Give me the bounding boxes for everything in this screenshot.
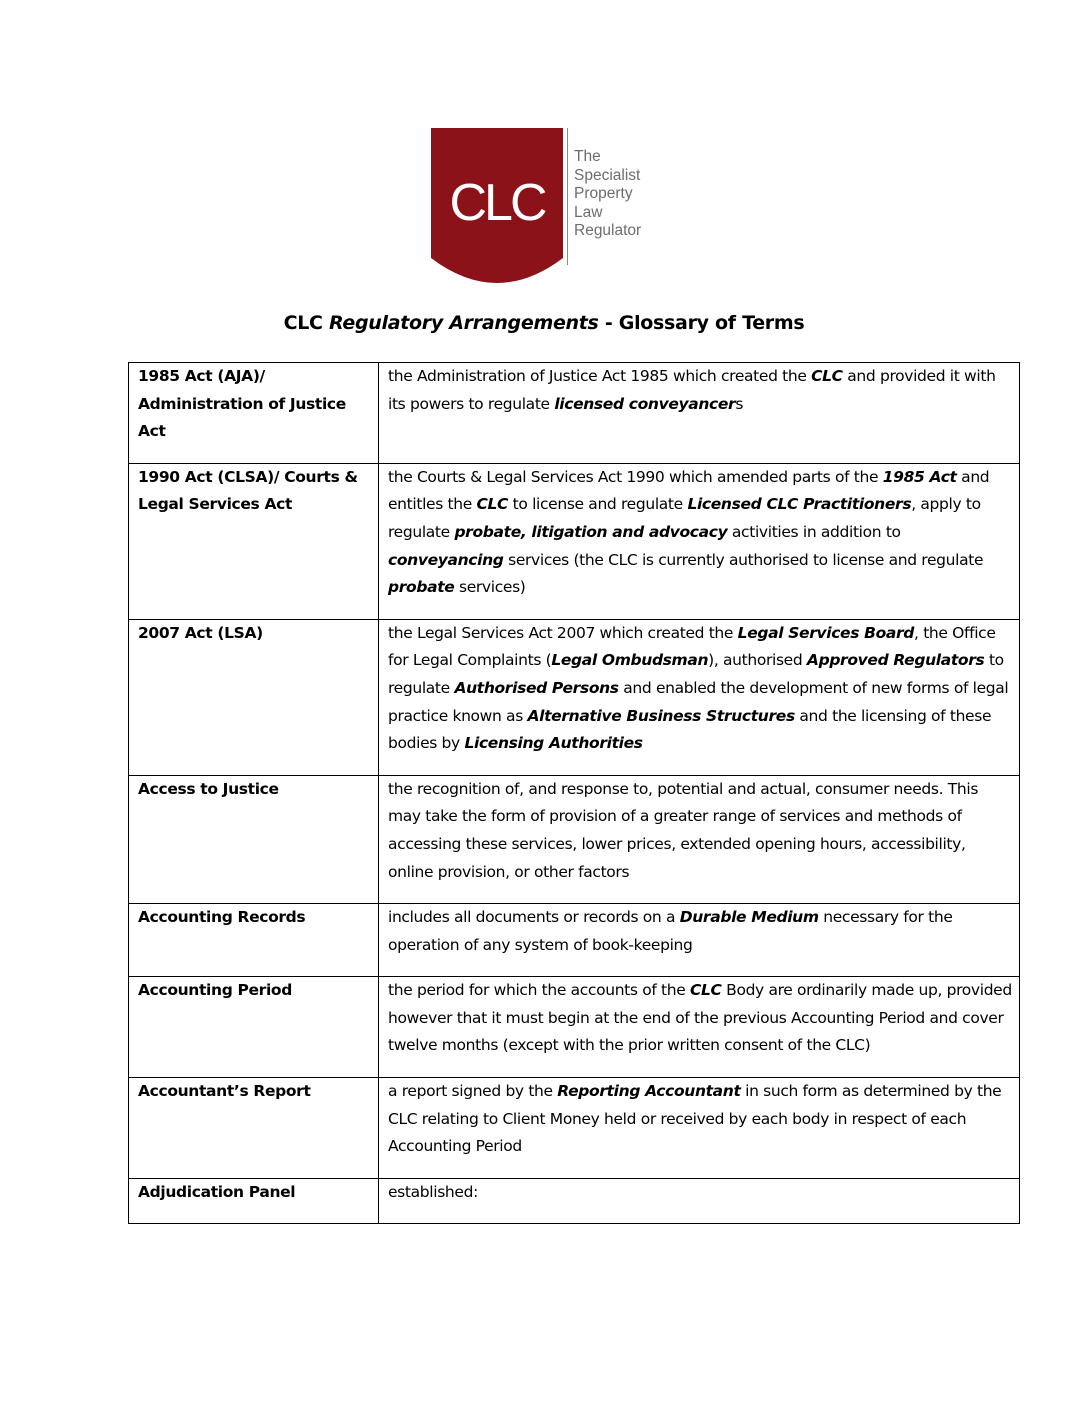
tagline-line: The — [574, 148, 601, 165]
defined-term-reference: conveyancing — [388, 550, 504, 569]
defined-term-reference: 1985 Act — [882, 467, 957, 486]
defined-term-reference: probate — [388, 578, 455, 597]
defined-term-reference: Licensing Authorities — [464, 734, 643, 753]
glossary-definition — [379, 775, 1020, 903]
glossary-row — [129, 775, 1020, 903]
tagline-line: Property — [574, 185, 633, 202]
glossary-term: Access to Justice — [129, 775, 379, 903]
defined-term-reference: Approved Regulators — [806, 651, 985, 670]
title-emphasis: Regulatory Arrangements — [329, 312, 599, 334]
glossary-row — [129, 1178, 1020, 1224]
definition-text: activities in addition to — [727, 522, 901, 541]
definition-text: in such form as determined by the CLC relating to Client Money held or received by each body in respect of each Accounting Period — [388, 1082, 1002, 1156]
glossary-definition — [379, 619, 1020, 775]
definition-text: , the Office for Legal Complaints ( — [388, 623, 996, 670]
glossary-definition — [379, 1178, 1020, 1224]
definition-text: and entitles the — [388, 467, 990, 514]
tagline-line: Regulator — [574, 222, 642, 239]
definition-text: a report signed by the — [388, 1082, 558, 1101]
page-title — [0, 312, 1088, 334]
glossary-term: Accounting Period — [129, 977, 379, 1078]
definition-text: the Legal Services Act 2007 which created the — [388, 623, 738, 642]
defined-term-reference: Legal Services Board — [737, 623, 915, 642]
definition-text: services (the CLC is currently authorised to license and regulate — [503, 550, 984, 569]
glossary-definition — [379, 1078, 1020, 1179]
glossary-term: 1990 Act (CLSA)/ Courts & Legal Services Act — [129, 463, 379, 619]
logo-divider — [567, 128, 568, 265]
definition-text: includes all documents or records on a — [388, 908, 680, 927]
glossary-row — [129, 363, 1020, 464]
title-prefix: CLC — [283, 312, 330, 334]
defined-term-reference: Authorised Persons — [454, 678, 619, 697]
defined-term-reference: CLC — [476, 495, 509, 514]
glossary-row — [129, 1078, 1020, 1179]
defined-term-reference: Alternative Business Structures — [527, 706, 795, 725]
defined-term-reference: CLC — [811, 367, 843, 385]
glossary-definition — [379, 977, 1020, 1078]
glossary-table — [128, 362, 1020, 1224]
definition-text: and provided it with its powers to regulate — [388, 367, 996, 413]
definition-text: necessary for the operation of any system of book-keeping — [388, 908, 953, 954]
glossary-term: 2007 Act (LSA) — [129, 619, 379, 775]
definition-text: ), authorised — [708, 651, 807, 670]
glossary-term: Accounting Records — [129, 904, 379, 977]
glossary-definition — [379, 904, 1020, 977]
glossary-row — [129, 977, 1020, 1078]
defined-term-reference: Reporting Accountant — [557, 1082, 741, 1101]
definition-text: the recognition of, and response to, potential and actual, consumer needs. This may take the form of provision of a greater range of services and methods of accessing these services, lower prices, extended opening hours, accessibility, online provision, or other factors — [388, 779, 979, 881]
definition-text: the Courts & Legal Services Act 1990 which amended parts of the — [388, 467, 883, 486]
glossary-body — [129, 363, 1020, 1224]
definition-text: to license and regulate — [508, 495, 688, 514]
tagline-line: Specialist — [574, 166, 641, 184]
tagline-line: Law — [574, 203, 603, 221]
glossary-row — [129, 463, 1020, 619]
glossary-definition — [379, 463, 1020, 619]
definition-text: and the licensing of these bodies by — [388, 706, 992, 753]
definition-text: and enabled the development of new forms of legal practice known as — [388, 678, 1009, 725]
definition-text: , apply to regulate — [388, 495, 981, 541]
definition-text: to regulate — [388, 651, 1004, 697]
definition-text: services) — [454, 578, 526, 597]
definition-text: Body are ordinarily made up, provided however that it must begin at the end of the previous Accounting Period and cover twelve months (except with the prior written consent of the CLC) — [388, 981, 1012, 1055]
logo-mark: CLC — [449, 174, 545, 232]
glossary-term: 1985 Act (AJA)/ Administration of Justice Act — [129, 363, 379, 464]
clc-shield-logo — [431, 128, 563, 288]
glossary-definition — [379, 363, 1020, 464]
defined-term-reference: Legal Ombudsman — [551, 651, 709, 670]
defined-term-reference: Durable Medium — [679, 908, 819, 927]
defined-term-reference: CLC — [690, 981, 722, 1000]
definition-text: the Administration of Justice Act 1985 which created the — [388, 367, 812, 385]
glossary-row — [129, 904, 1020, 977]
definition-text: the period for which the accounts of the — [388, 981, 690, 1000]
logo-tagline — [574, 148, 664, 241]
defined-term-reference: Licensed CLC Practitioners — [687, 495, 912, 514]
glossary-term: Adjudication Panel — [129, 1178, 379, 1224]
glossary-row — [129, 619, 1020, 775]
defined-term-reference: licensed conveyancer — [554, 394, 736, 413]
definition-text: established: — [388, 1182, 478, 1201]
definition-text: s — [735, 394, 744, 413]
defined-term-reference: probate, litigation and advocacy — [454, 522, 728, 541]
clc-logo — [431, 128, 661, 288]
title-suffix: - Glossary of Terms — [598, 312, 805, 334]
glossary-term: Accountant’s Report — [129, 1078, 379, 1179]
